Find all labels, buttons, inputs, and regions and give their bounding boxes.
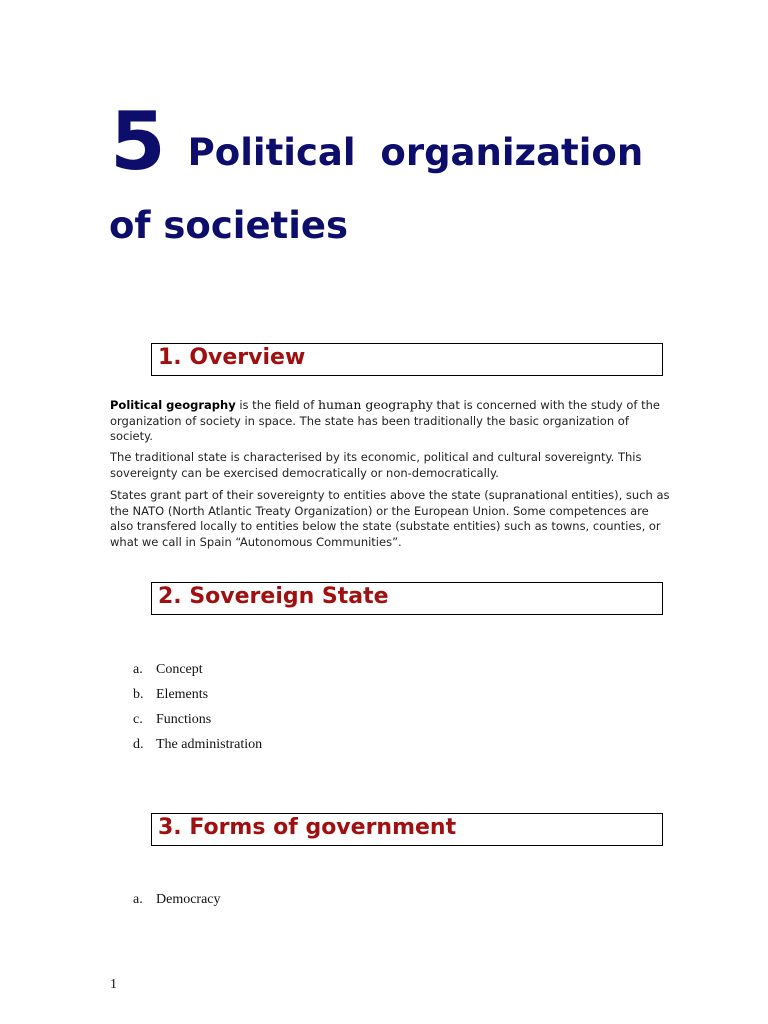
chapter-number: 5 [110, 95, 166, 188]
list-item: a. Concept [133, 662, 203, 677]
section-heading-text: 2. Sovereign State [158, 584, 389, 609]
sovereign-state-list [133, 661, 262, 761]
chapter-title [110, 95, 644, 192]
section-heading-text: 1. Overview [158, 345, 306, 370]
overview-paragraph-1: Political geography is the field of human geography that is concerned with the study of the organization of society in space. The state has been traditionally the basic organization of society. [110, 397, 660, 443]
chapter-title-line2: of societies [109, 204, 349, 247]
government-list [133, 891, 221, 916]
page-number: 1 [110, 977, 117, 992]
list-item: c. Functions [133, 712, 212, 727]
section-heading-text: 3. Forms of government [158, 815, 457, 840]
list-item: a. Democracy [133, 892, 221, 907]
section-heading-forms-of-government [151, 813, 663, 846]
section-heading-overview [151, 343, 663, 376]
link-human-geography[interactable]: human geography [317, 397, 433, 412]
chapter-title-line1: Political organization [187, 131, 644, 174]
overview-paragraph-2: The traditional state is characterised by its economic, political and cultural sovereignty. This sovereignty can be exercised democratically or non-democratically. [110, 450, 642, 480]
list-item: b. Elements [133, 687, 209, 702]
term-political-geography: Political geography [110, 398, 236, 412]
section-heading-sovereign-state [151, 582, 663, 615]
overview-paragraph-3: States grant part of their sovereignty to entities above the state (supranational entities), such as the NATO (North Atlantic Treaty Organization) or the European Union. Some competences are also transfered locally to entities below the state (substate entities) such as towns, counties, or what we call in Spain “Autonomous Communities”. [110, 488, 670, 549]
list-item: d. The administration [133, 737, 263, 752]
